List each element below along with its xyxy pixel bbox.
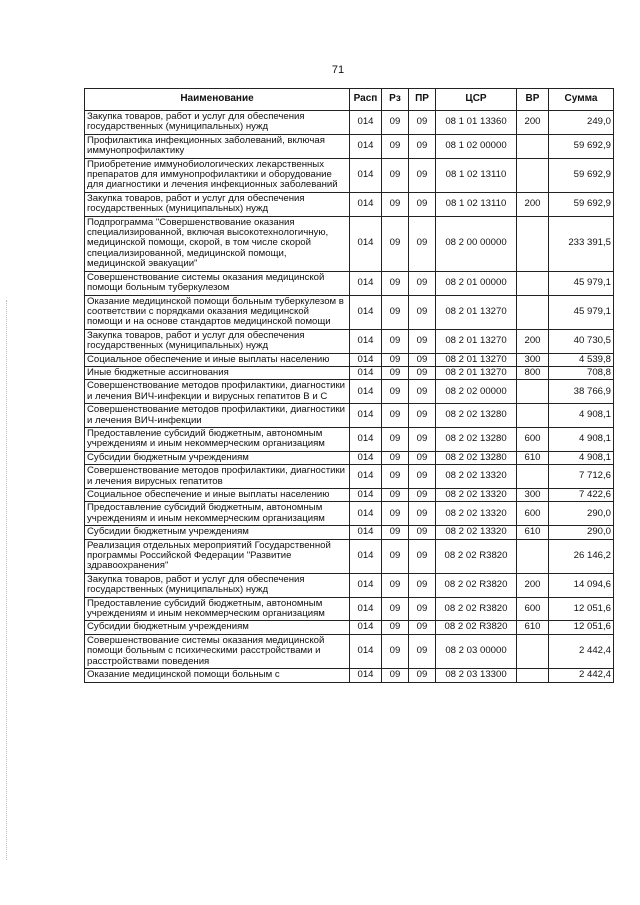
cell-vr: 300 [517, 489, 549, 502]
table-row [85, 502, 614, 526]
cell-name: Субсидии бюджетным учреждениям [85, 451, 350, 464]
cell-rasp: 014 [350, 158, 382, 192]
table-row [85, 597, 614, 621]
cell-csr: 08 2 02 13320 [436, 502, 517, 526]
cell-rz: 09 [382, 158, 409, 192]
cell-vr: 610 [517, 621, 549, 634]
cell-pr: 09 [409, 489, 436, 502]
cell-rasp: 014 [350, 271, 382, 295]
table-row [85, 489, 614, 502]
cell-rasp: 014 [350, 427, 382, 451]
cell-rz: 09 [382, 465, 409, 489]
scan-edge-mark [6, 300, 8, 860]
cell-vr: 300 [517, 353, 549, 366]
cell-pr: 09 [409, 465, 436, 489]
cell-rz: 09 [382, 366, 409, 379]
cell-csr: 08 2 02 13320 [436, 489, 517, 502]
cell-name: Предоставление субсидий бюджетным, автономным учреждениям и иным некоммерческим организациям [85, 502, 350, 526]
cell-sum: 7 422,6 [549, 489, 614, 502]
cell-rasp: 014 [350, 353, 382, 366]
header-rasp: Расп [350, 89, 382, 111]
cell-csr: 08 2 02 R3820 [436, 573, 517, 597]
cell-pr: 09 [409, 451, 436, 464]
cell-rasp: 014 [350, 634, 382, 668]
cell-rz: 09 [382, 621, 409, 634]
cell-csr: 08 2 02 R3820 [436, 597, 517, 621]
cell-vr: 600 [517, 427, 549, 451]
cell-vr [517, 216, 549, 271]
cell-pr: 09 [409, 134, 436, 158]
cell-name: Реализация отдельных мероприятий Государственной программы Российской Федерации "Развитие здравоохранения" [85, 539, 350, 573]
cell-name: Оказание медицинской помощи больным с [85, 669, 350, 682]
cell-pr: 09 [409, 427, 436, 451]
cell-sum: 4 908,1 [549, 404, 614, 428]
cell-sum: 233 391,5 [549, 216, 614, 271]
cell-rasp: 014 [350, 134, 382, 158]
table-row [85, 404, 614, 428]
cell-rasp: 014 [350, 489, 382, 502]
cell-name: Совершенствование системы оказания медицинской помощи больным туберкулезом [85, 271, 350, 295]
cell-rasp: 014 [350, 404, 382, 428]
cell-pr: 09 [409, 634, 436, 668]
cell-sum: 59 692,9 [549, 134, 614, 158]
cell-name: Иные бюджетные ассигнования [85, 366, 350, 379]
cell-vr [517, 539, 549, 573]
cell-rz: 09 [382, 192, 409, 216]
cell-csr: 08 2 02 00000 [436, 380, 517, 404]
header-vr: ВР [517, 89, 549, 111]
cell-csr: 08 2 02 13280 [436, 404, 517, 428]
header-name: Наименование [85, 89, 350, 111]
cell-sum: 40 730,5 [549, 329, 614, 353]
cell-csr: 08 1 02 13110 [436, 192, 517, 216]
cell-name: Совершенствование методов профилактики, диагностики и лечения ВИЧ-инфекции [85, 404, 350, 428]
cell-rz: 09 [382, 353, 409, 366]
table-row [85, 353, 614, 366]
cell-csr: 08 1 01 13360 [436, 111, 517, 135]
table-row [85, 271, 614, 295]
cell-csr: 08 2 01 00000 [436, 271, 517, 295]
cell-csr: 08 2 02 13320 [436, 465, 517, 489]
cell-rasp: 014 [350, 621, 382, 634]
cell-rasp: 014 [350, 465, 382, 489]
cell-rasp: 014 [350, 526, 382, 539]
cell-name: Субсидии бюджетным учреждениям [85, 526, 350, 539]
cell-sum: 14 094,6 [549, 573, 614, 597]
cell-name: Совершенствование методов профилактики, диагностики и лечения ВИЧ-инфекции и вирусных гепатитов В и С [85, 380, 350, 404]
cell-rz: 09 [382, 539, 409, 573]
cell-rz: 09 [382, 134, 409, 158]
cell-name: Социальное обеспечение и иные выплаты населению [85, 353, 350, 366]
cell-sum: 290,0 [549, 526, 614, 539]
cell-vr [517, 271, 549, 295]
cell-rz: 09 [382, 271, 409, 295]
cell-name: Закупка товаров, работ и услуг для обеспечения государственных (муниципальных) нужд [85, 573, 350, 597]
header-csr: ЦСР [436, 89, 517, 111]
cell-vr [517, 295, 549, 329]
table-row [85, 329, 614, 353]
cell-rasp: 014 [350, 295, 382, 329]
cell-rasp: 014 [350, 573, 382, 597]
cell-sum: 59 692,9 [549, 158, 614, 192]
cell-name: Совершенствование методов профилактики, диагностики и лечения вирусных гепатитов [85, 465, 350, 489]
cell-vr: 610 [517, 526, 549, 539]
cell-rasp: 014 [350, 380, 382, 404]
cell-csr: 08 2 01 13270 [436, 295, 517, 329]
cell-csr: 08 2 02 13320 [436, 526, 517, 539]
table-row [85, 111, 614, 135]
table-row [85, 192, 614, 216]
cell-rz: 09 [382, 597, 409, 621]
page-number: 71 [331, 64, 345, 76]
table-row [85, 669, 614, 682]
cell-vr: 610 [517, 451, 549, 464]
cell-vr: 200 [517, 192, 549, 216]
cell-sum: 2 442,4 [549, 669, 614, 682]
cell-sum: 26 146,2 [549, 539, 614, 573]
cell-vr: 200 [517, 573, 549, 597]
cell-rz: 09 [382, 295, 409, 329]
cell-name: Совершенствование системы оказания медицинской помощи больным с психическими расстройствами и расстройствами поведения [85, 634, 350, 668]
cell-vr [517, 134, 549, 158]
cell-rasp: 014 [350, 502, 382, 526]
table-row [85, 634, 614, 668]
table-row [85, 380, 614, 404]
cell-csr: 08 2 01 13270 [436, 366, 517, 379]
cell-pr: 09 [409, 404, 436, 428]
header-rz: Рз [382, 89, 409, 111]
cell-vr [517, 669, 549, 682]
cell-rz: 09 [382, 404, 409, 428]
cell-rasp: 014 [350, 216, 382, 271]
cell-rz: 09 [382, 111, 409, 135]
cell-name: Закупка товаров, работ и услуг для обеспечения государственных (муниципальных) нужд [85, 329, 350, 353]
cell-rz: 09 [382, 634, 409, 668]
table-row [85, 526, 614, 539]
cell-name: Приобретение иммунобиологических лекарственных препаратов для иммунопрофилактики и оборудование для диагностики и лечения инфекционных заболеваний [85, 158, 350, 192]
table-row [85, 158, 614, 192]
cell-pr: 09 [409, 669, 436, 682]
cell-csr: 08 2 01 13270 [436, 329, 517, 353]
cell-vr: 600 [517, 502, 549, 526]
cell-pr: 09 [409, 216, 436, 271]
cell-vr: 200 [517, 329, 549, 353]
cell-csr: 08 2 02 R3820 [436, 621, 517, 634]
cell-rasp: 014 [350, 329, 382, 353]
cell-rasp: 014 [350, 669, 382, 682]
cell-rz: 09 [382, 451, 409, 464]
cell-csr: 08 2 03 13300 [436, 669, 517, 682]
cell-pr: 09 [409, 526, 436, 539]
cell-rasp: 014 [350, 192, 382, 216]
table-row [85, 621, 614, 634]
cell-vr [517, 404, 549, 428]
cell-csr: 08 1 02 00000 [436, 134, 517, 158]
cell-pr: 09 [409, 295, 436, 329]
cell-sum: 4 539,8 [549, 353, 614, 366]
table-row [85, 427, 614, 451]
cell-rz: 09 [382, 380, 409, 404]
cell-pr: 09 [409, 621, 436, 634]
cell-vr: 200 [517, 111, 549, 135]
cell-sum: 4 908,1 [549, 427, 614, 451]
header-sum: Сумма [549, 89, 614, 111]
cell-rz: 09 [382, 427, 409, 451]
cell-rz: 09 [382, 216, 409, 271]
cell-rz: 09 [382, 329, 409, 353]
table-row [85, 366, 614, 379]
table-row [85, 465, 614, 489]
cell-pr: 09 [409, 597, 436, 621]
cell-vr [517, 634, 549, 668]
cell-name: Предоставление субсидий бюджетным, автономным учреждениям и иным некоммерческим организациям [85, 427, 350, 451]
cell-name: Социальное обеспечение и иные выплаты населению [85, 489, 350, 502]
cell-pr: 09 [409, 271, 436, 295]
cell-rasp: 014 [350, 451, 382, 464]
cell-csr: 08 2 01 13270 [436, 353, 517, 366]
table-row [85, 451, 614, 464]
table-row [85, 539, 614, 573]
cell-rz: 09 [382, 669, 409, 682]
cell-rz: 09 [382, 526, 409, 539]
cell-rasp: 014 [350, 597, 382, 621]
cell-sum: 7 712,6 [549, 465, 614, 489]
cell-rz: 09 [382, 489, 409, 502]
cell-sum: 45 979,1 [549, 295, 614, 329]
cell-sum: 249,0 [549, 111, 614, 135]
cell-vr: 800 [517, 366, 549, 379]
cell-pr: 09 [409, 380, 436, 404]
cell-sum: 59 692,9 [549, 192, 614, 216]
cell-rasp: 014 [350, 539, 382, 573]
cell-name: Субсидии бюджетным учреждениям [85, 621, 350, 634]
cell-sum: 708,8 [549, 366, 614, 379]
cell-pr: 09 [409, 366, 436, 379]
cell-csr: 08 2 00 00000 [436, 216, 517, 271]
cell-pr: 09 [409, 111, 436, 135]
cell-pr: 09 [409, 353, 436, 366]
table-header-row [85, 89, 614, 111]
table-row [85, 216, 614, 271]
cell-vr [517, 158, 549, 192]
header-pr: ПР [409, 89, 436, 111]
cell-pr: 09 [409, 192, 436, 216]
cell-sum: 12 051,6 [549, 621, 614, 634]
cell-sum: 290,0 [549, 502, 614, 526]
cell-rz: 09 [382, 573, 409, 597]
cell-vr [517, 380, 549, 404]
cell-sum: 12 051,6 [549, 597, 614, 621]
cell-pr: 09 [409, 573, 436, 597]
cell-csr: 08 2 02 13280 [436, 451, 517, 464]
cell-sum: 4 908,1 [549, 451, 614, 464]
table-row [85, 295, 614, 329]
cell-csr: 08 2 02 R3820 [436, 539, 517, 573]
cell-name: Оказание медицинской помощи больным туберкулезом в соответствии с порядками оказания медицинской помощи и на основе стандартов медицинской помощи [85, 295, 350, 329]
cell-name: Закупка товаров, работ и услуг для обеспечения государственных (муниципальных) нужд [85, 111, 350, 135]
cell-name: Подпрограмма "Совершенствование оказания специализированной, включая высокотехнологичную, медицинской помощи, скорой, в том числе скорой специализированной, медицинской помощи, медицинской эвакуации" [85, 216, 350, 271]
cell-pr: 09 [409, 158, 436, 192]
cell-name: Предоставление субсидий бюджетным, автономным учреждениям и иным некоммерческим организациям [85, 597, 350, 621]
cell-name: Профилактика инфекционных заболеваний, включая иммунопрофилактику [85, 134, 350, 158]
table-row [85, 134, 614, 158]
cell-sum: 2 442,4 [549, 634, 614, 668]
cell-vr: 600 [517, 597, 549, 621]
cell-sum: 38 766,9 [549, 380, 614, 404]
cell-vr [517, 465, 549, 489]
cell-pr: 09 [409, 329, 436, 353]
budget-table [84, 88, 614, 683]
cell-csr: 08 1 02 13110 [436, 158, 517, 192]
cell-pr: 09 [409, 502, 436, 526]
cell-rz: 09 [382, 502, 409, 526]
cell-pr: 09 [409, 539, 436, 573]
cell-name: Закупка товаров, работ и услуг для обеспечения государственных (муниципальных) нужд [85, 192, 350, 216]
table-body [85, 111, 614, 683]
cell-rasp: 014 [350, 111, 382, 135]
table-row [85, 573, 614, 597]
cell-rasp: 014 [350, 366, 382, 379]
cell-sum: 45 979,1 [549, 271, 614, 295]
cell-csr: 08 2 02 13280 [436, 427, 517, 451]
cell-csr: 08 2 03 00000 [436, 634, 517, 668]
